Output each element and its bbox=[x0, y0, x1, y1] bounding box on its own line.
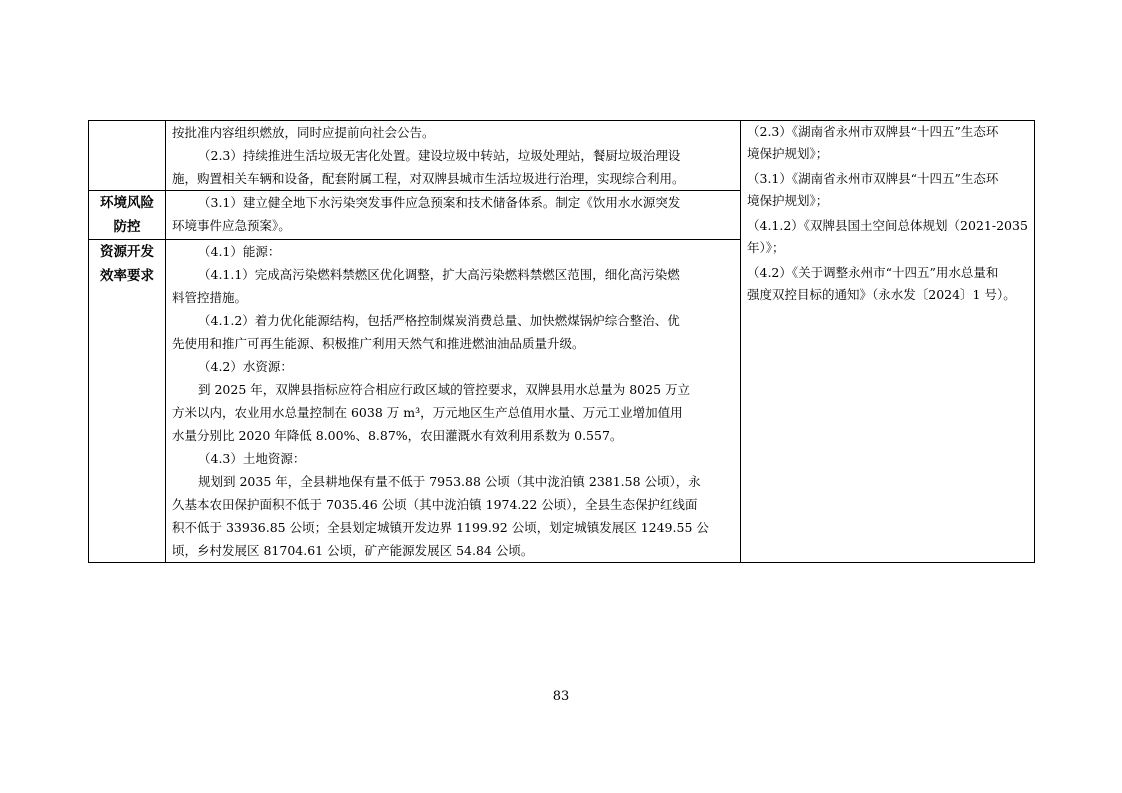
reference-line: 境保护规划》； bbox=[747, 193, 829, 208]
policy-table bbox=[88, 120, 1035, 563]
paragraph-line: 规划到 2035 年，全县耕地保有量不低于 7953.88 公顷（其中泷泊镇 2381.58 公顷），永 bbox=[198, 474, 701, 489]
paragraph-line: 施，购置相关车辆和设备，配套附属工程，对双牌县城市生活垃圾进行治理，实现综合利用。 bbox=[172, 171, 685, 186]
paragraph-line: 到 2025 年，双牌县指标应符合相应行政区域的管控要求，双牌县用水总量为 8025 万立 bbox=[198, 382, 691, 397]
reference-line: （2.3）《湖南省永州市双牌县“十四五”生态环 bbox=[747, 124, 999, 139]
reference-line: （4.2）《关于调整永州市“十四五”用水总量和 bbox=[747, 265, 999, 280]
content-cell bbox=[166, 121, 741, 191]
paragraph-line: 方米以内，农业用水总量控制在 6038 万 m³，万元地区生产总值用水量、万元工业增加值用 bbox=[172, 405, 683, 420]
category-cell bbox=[89, 191, 166, 240]
reference-item bbox=[747, 215, 1028, 259]
reference-cell bbox=[741, 121, 1035, 563]
paragraph-line: 先使用和推广可再生能源、积极推广利用天然气和推进燃油油品质量升级。 bbox=[172, 336, 585, 351]
category-label-line: 防控 bbox=[113, 219, 141, 235]
paragraph-line: 顷，乡村发展区 81704.61 公顷，矿产能源发展区 54.84 公顷。 bbox=[172, 543, 534, 558]
paragraph-line: 料管控措施。 bbox=[172, 290, 248, 305]
paragraph-line: （4.1.2）着力优化能源结构，包括严格控制煤炭消费总量、加快燃煤锅炉综合整治、优 bbox=[198, 313, 680, 328]
paragraph-line: 环境事件应急预案》。 bbox=[172, 218, 291, 233]
reference-item bbox=[747, 262, 1028, 306]
category-cell bbox=[89, 121, 166, 191]
reference-line: 强度双控目标的通知》（永水发〔2024〕1 号）。 bbox=[747, 287, 1016, 302]
content-cell bbox=[166, 240, 741, 563]
category-label-line: 效率要求 bbox=[100, 268, 154, 284]
paragraph-line: （4.3）土地资源： bbox=[198, 451, 306, 466]
paragraph-line: 按批准内容组织燃放，同时应提前向社会公告。 bbox=[172, 125, 435, 140]
reference-item bbox=[747, 168, 1028, 212]
reference-line: （3.1）《湖南省永州市双牌县“十四五”生态环 bbox=[747, 171, 999, 186]
paragraph-line: （4.2）水资源： bbox=[198, 359, 293, 374]
paragraph-line: （4.1.1）完成高污染燃料禁燃区优化调整，扩大高污染燃料禁燃区范围，细化高污染燃 bbox=[198, 267, 680, 282]
paragraph-line: 久基本农田保护面积不低于 7035.46 公顷（其中泷泊镇 1974.22 公顷），全县生态保护红线面 bbox=[172, 497, 698, 512]
paragraph-line: （3.1）建立健全地下水污染突发事件应急预案和技术储备体系。制定《饮用水水源突发 bbox=[198, 195, 681, 210]
paragraph-line: （2.3）持续推进生活垃圾无害化处置。建设垃圾中转站，垃圾处理站，餐厨垃圾治理设 bbox=[198, 148, 681, 163]
paragraph-line: 水量分别比 2020 年降低 8.00%、8.87%，农田灌溉水有效利用系数为 0.557。 bbox=[172, 428, 623, 443]
category-cell bbox=[89, 240, 166, 563]
paragraph-line: 积不低于 33936.85 公顷；全县划定城镇开发边界 1199.92 公顷，划定城镇发展区 1249.55 公 bbox=[172, 520, 709, 535]
reference-line: （4.1.2）《双牌县国土空间总体规划（2021-2035 bbox=[747, 218, 1028, 233]
paragraph-line: （4.1）能源： bbox=[198, 244, 281, 259]
category-label-line: 环境风险 bbox=[100, 195, 154, 211]
reference-item bbox=[747, 121, 1028, 165]
content-cell bbox=[166, 191, 741, 240]
reference-line: 境保护规划》； bbox=[747, 146, 829, 161]
category-label-line: 资源开发 bbox=[100, 244, 154, 260]
reference-line: 年）》； bbox=[747, 240, 785, 255]
page-number: 83 bbox=[552, 689, 570, 704]
table-row bbox=[89, 121, 1035, 191]
